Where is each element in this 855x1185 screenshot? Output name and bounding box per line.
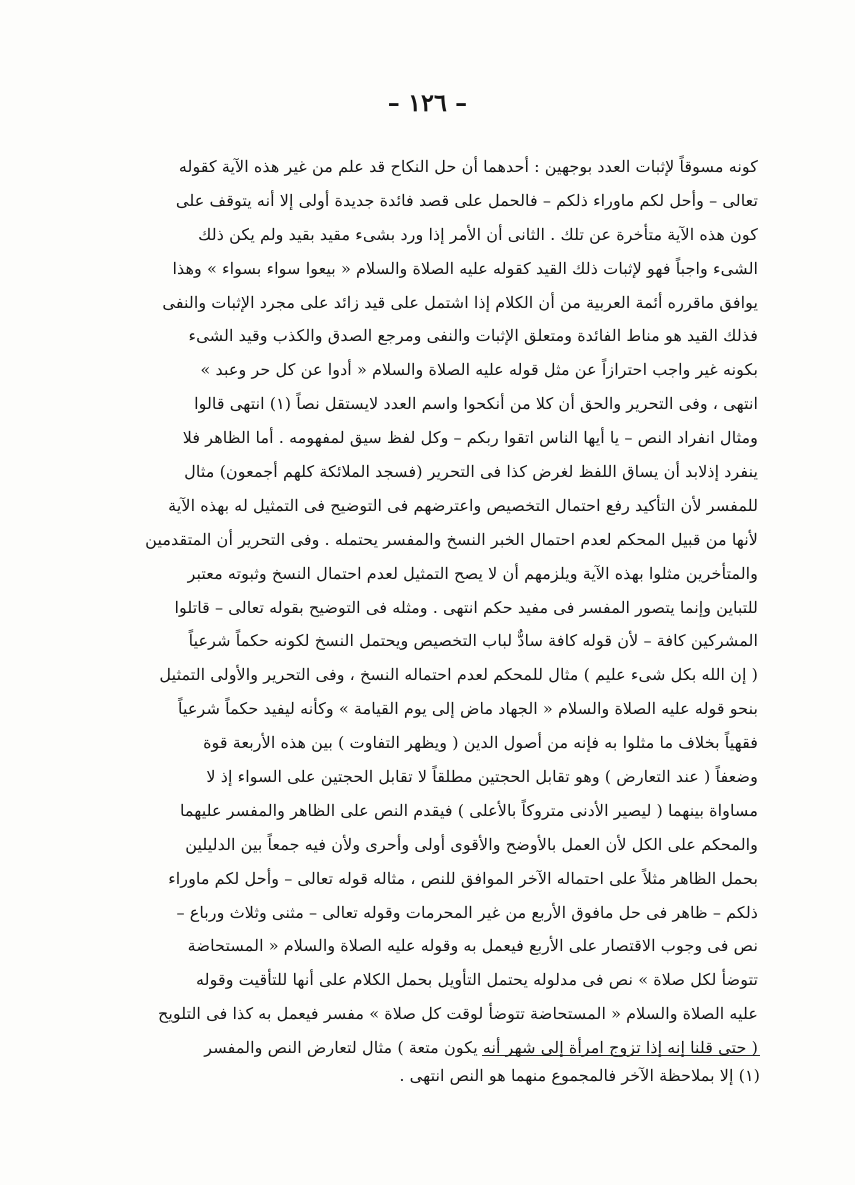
- text-line: الشىء واجباً فهو لإثبات ذلك القيد كقوله عليه الصلاة والسلام « بيعوا سواء بسواء » وهذا: [172, 258, 758, 278]
- text-line: ينفرد إذلابد أن يساق اللفظ لغرض كذا فى التحرير (فسجد الملائكة كلهم أجمعون) مثال: [184, 462, 758, 482]
- text-line: كونه مسوقاً لإثبات العدد بوجهين : أحدهما أن حل النكاح قد علم من غير هذه الآية كقوله: [178, 157, 758, 176]
- text-line: بنحو قوله عليه الصلاة والسلام « الجهاد ماض إلى يوم القيامة » وكأنه ليفيد حكماً شرعياً: [178, 699, 758, 719]
- text-line: للمفسر لأن التأكيد رفع احتمال التخصيص واعترضهم فى التوضيح فى التمثيل له بهذه الآية: [168, 495, 758, 515]
- text-line: والمحكم على الكل لأن العمل بالأوضح والأقوى أولى وأحرى ولأن فيه جمعاً بين الدليلين: [185, 834, 758, 854]
- main-text-block: [93, 150, 758, 1065]
- footnote: (١) إلا بملاحظة الآخر فالمجموع منهما هو النص انتهى .: [399, 1066, 760, 1085]
- text-line: ( إن الله بكل شىء عليم ) مثال للمحكم لعدم احتماله النسخ ، وفى التحرير والأولى التمثيل: [159, 665, 758, 685]
- text-line: وضعفاً ( عند التعارض ) وهو تقابل الحجتين مطلقاً لا تقابل الحجتين على السواء إذ لا: [206, 767, 758, 787]
- text-line: ( حتى قلنا إنه إذا تزوج امرأة إلى شهر أنه يكون متعة ) مثال لتعارض النص والمفسر: [204, 1038, 758, 1058]
- text-line: فذلك القيد هو مناط الفائدة ومتعلق الإثبات والنفى ومرجع الصدق والكذب وقيد الشىء: [188, 326, 758, 346]
- text-line: للتباين وإنما يتصور المفسر فى مفيد حكم انتهى . ومثله فى التوضيح بقوله تعالى – قاتلوا: [174, 597, 758, 617]
- text-line: كون هذه الآية متأخرة عن تلك . الثانى أن الأمر إذا ورد بشىء مقيد بقيد ولم يكن ذلك: [198, 224, 758, 244]
- text-line: نص فى وجوب الاقتصار على الأربع فيعمل به وقوله عليه الصلاة والسلام « المستحاضة: [187, 936, 758, 956]
- text-line: فقهياً بخلاف ما مثلوا به فإنه من أصول الدين ( ويظهر التفاوت ) بين هذه الأربعة قوة: [203, 733, 758, 753]
- text-line: مساواة بينهما ( ليصير الأدنى متروكاً بالأعلى ) فيقدم النص على الظاهر والمفسر عليهما: [179, 800, 758, 820]
- page-number: – ١٢٦ –: [387, 88, 468, 117]
- text-line: انتهى ، وفى التحرير والحق أن كلا من أنكحوا واسم العدد لايستقل نصاً (١) انتهى قالوا: [194, 394, 758, 414]
- text-line: والمتأخرين مثلوا بهذه الآية ويلزمهم أن لا يصح التمثيل لعدم احتمال النسخ وثبوته معتبر: [187, 563, 758, 583]
- text-line: عليه الصلاة والسلام « المستحاضة تتوضأ لوقت كل صلاة » مفسر فيعمل به كذا فى التلويح: [157, 1004, 758, 1024]
- text-line: يوافق ماقرره أئمة العربية من أن الكلام إذا اشتمل على قيد زائد على مجرد الإثبات والنفى: [162, 292, 758, 312]
- text-line: بكونه غير واجب احترازاً عن مثل قوله عليه الصلاة والسلام « أدوا عن كل حر وعبد »: [200, 360, 758, 380]
- text-line: تتوضأ لكل صلاة » نص فى مدلوله يحتمل التأويل بحمل الكلام على أنها للتأقيت وقوله: [196, 970, 758, 990]
- text-line: ذلكم – ظاهر فى حل مافوق الأربع من غير المحرمات وقوله تعالى – مثنى وثلاث ورباع –: [176, 902, 758, 922]
- text-line: تعالى – وأحل لكم ماوراء ذلكم – فالحمل على قصد فائدة جديدة أولى إلا أنه يتوقف على: [175, 190, 758, 210]
- text-line: ومثال انفراد النص – يا أيها الناس اتقوا ربكم – وكل لفظ سيق لمفهومه . أما الظاهر فلا: [182, 428, 758, 448]
- text-line: بحمل الظاهر مثلاً على احتماله الآخر الموافق للنص ، مثاله قوله تعالى – وأحل لكم ماوراء: [168, 868, 758, 888]
- footnote-divider: [482, 1055, 760, 1056]
- text-line: المشركين كافة – لأن قوله كافة سادٌّ لباب التخصيص ويحتمل النسخ لكونه حكماً شرعياً: [188, 631, 758, 651]
- text-line: لأنها من قبيل المحكم لعدم احتمال الخبر النسخ والمفسر يحتمله . وفى التحرير أن المتقدمين: [145, 529, 758, 549]
